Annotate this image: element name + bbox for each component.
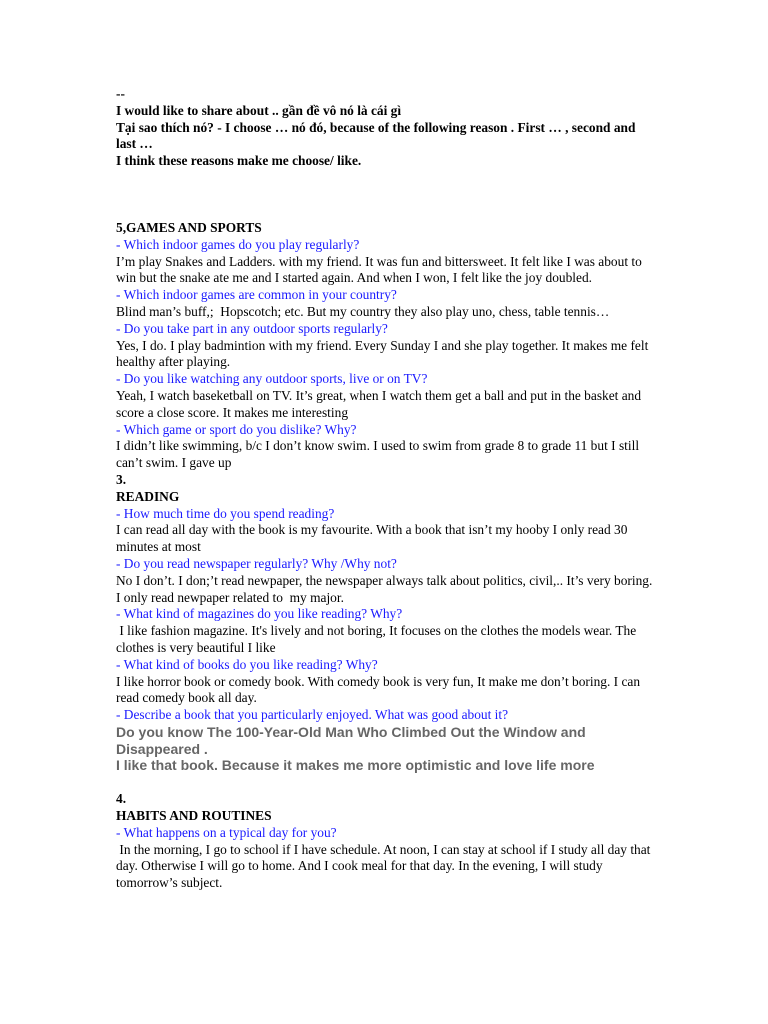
answer: I like horror book or comedy book. With comedy book is very fun, It make me don’t boring. I can read comedy book all day. [116,673,644,706]
answer-book-opinion: I like that book. Because it makes me more optimistic and love life more [116,757,595,774]
answer-book-title: Do you know The 100-Year-Old Man Who Climbed Out the Window and Disappeared . [116,723,586,757]
intro-dashes: -- [116,86,125,101]
question: - Do you take part in any outdoor sports regularly? [116,320,388,336]
section-heading-habits: HABITS AND ROUTINES [116,808,272,824]
question: - Describe a book that you particularly enjoyed. What was good about it? [116,707,509,723]
answer: I can read all day with the book is my favourite. With a book that isn’t my hooby I only read 30 minutes at most [116,522,631,555]
answer: Yes, I do. I play badmintion with my friend. Every Sunday I and she play together. It makes me felt healthy after playing. [116,337,652,370]
question: - What kind of magazines do you like reading? Why? [116,606,403,622]
intro-line-2: Tại sao thích nó? - I choose … nó đó, because of the following reason . First … , second and last … [116,119,639,152]
answer: I’m play Snakes and Ladders. with my friend. It was fun and bittersweet. It felt like I was about to win but the snake ate me and I started again. And when I won, I felt like the joy doubled. [116,253,646,286]
question: - Do you like watching any outdoor sports, live or on TV? [116,371,428,387]
section-heading-games: 5,GAMES AND SPORTS [116,219,262,235]
question: - Do you read newspaper regularly? Why /Why not? [116,555,397,571]
spacer [116,774,656,791]
answer: No I don’t. I don;’t read newpaper, the newspaper always talk about politics, civil,.. It’s very boring. I only read newpaper related to my major. [116,572,656,605]
answer: In the morning, I go to school if I have schedule. At noon, I can stay at school if I study all day that day. Otherwise I will go to home. And I cook meal for that day. In the evening, I will study tomorrow’s subject. [116,841,654,891]
intro-line-1: I would like to share about .. gần đề vô nó là cái gì [116,102,402,118]
question: - Which indoor games are common in your country? [116,287,397,303]
answer: I like fashion magazine. It's lively and not boring, It focuses on the clothes the models wear. The clothes is very beautiful I like [116,623,640,655]
document-page [116,86,656,892]
question: - What happens on a typical day for you? [116,824,337,840]
answer: Yeah, I watch baseketball on TV. It’s great, when I watch them get a ball and put in the basket and score a close score. It makes me interesting [116,387,645,420]
spacer [116,170,656,220]
question: - How much time do you spend reading? [116,505,335,521]
question: - Which game or sport do you dislike? Why? [116,421,357,437]
section-number-habits: 4. [116,791,127,807]
answer: I didn’t like swimming, b/c I don’t know swim. I used to swim from grade 8 to grade 11 but I still can’t swim. I gave up [116,438,643,471]
section-heading-reading: READING [116,488,180,504]
answer: Blind man’s buff,; Hopscotch; etc. But my country they also play uno, chess, table tennis… [116,303,610,319]
question: - Which indoor games do you play regularly? [116,236,360,252]
question: - What kind of books do you like reading? Why? [116,656,378,672]
intro-line-3: I think these reasons make me choose/ like. [116,153,362,169]
section-number-reading: 3. [116,471,127,487]
